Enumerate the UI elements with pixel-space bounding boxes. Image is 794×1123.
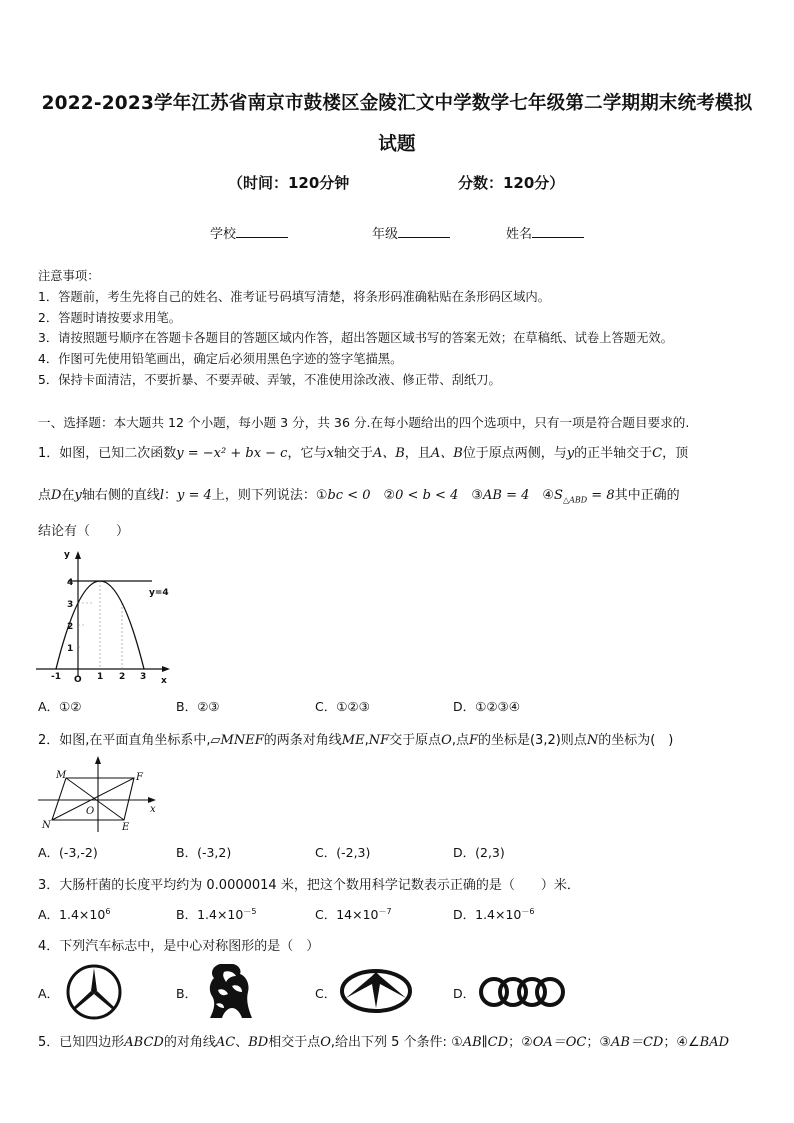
x-axis-label: x xyxy=(161,676,167,685)
name-label: 姓名 xyxy=(506,227,533,242)
section-heading: 一、选择题：本大题共 12 个小题，每小题 3 分，共 36 分.在每小题给出的四个选项中，只有一项是符合题目要求的. xyxy=(38,415,690,430)
grade-label: 年级 xyxy=(372,227,399,242)
note-item: 4．作图可先使用铅笔画出，确定后必须用黑色字迹的签字笔描黑。 xyxy=(38,352,403,366)
question-5: 5．已知四边形ABCD的对角线AC、BD相交于点O,给出下列 5 个条件: ①AB∥CD；②OA＝OC；③AB＝CD；④∠BAD xyxy=(38,1035,730,1050)
x-axis-label: x xyxy=(150,804,156,815)
question-1-line-2: 点D在y轴右侧的直线l：y = 4上，则下列说法：①bc < 0 ②0 < b < 4 ③AB = 4 $④S_{\triangle ABD} = 8$其中正确的 xyxy=(38,488,680,505)
x-tick: -1 xyxy=(51,672,61,682)
notes-heading: 注意事项： xyxy=(38,269,100,283)
x-tick: O xyxy=(74,675,82,685)
peugeot-logo-icon[interactable] xyxy=(202,960,258,1022)
y-tick: 3 xyxy=(67,600,74,610)
note-item: 3．请按照题号顺序在答题卡各题目的答题区域内作答，超出答题区域书写的答案无效；在草稿纸、试卷上答题无效。 xyxy=(38,331,673,345)
y-tick: 4 xyxy=(67,578,74,588)
q1-option-c[interactable]: C．①②③ xyxy=(315,699,370,714)
x-tick: 2 xyxy=(119,672,126,682)
parabola-graph xyxy=(34,545,174,685)
q2-option-c[interactable]: C．(-2,3) xyxy=(315,845,371,860)
origin-label: O xyxy=(86,806,95,817)
question-2: 2．如图,在平面直角坐标系中,▱MNEF的两条对角线ME,NF交于原点O,点F的坐标是(3,2)则点N的坐标为( ) xyxy=(38,733,674,748)
x-tick: 3 xyxy=(140,672,147,682)
point-n-label: N xyxy=(42,820,51,831)
point-f-label: F xyxy=(136,772,143,783)
point-m-label: M xyxy=(56,770,67,781)
y-tick: 1 xyxy=(67,644,74,654)
q4-option-a[interactable]: A． xyxy=(38,986,60,1001)
q4-option-b[interactable]: B． xyxy=(176,986,198,1001)
q1-option-d[interactable]: D．①②③④ xyxy=(453,699,520,714)
q3-option-d[interactable]: D．$1.4\times 10^{-6}$ xyxy=(453,906,535,922)
mercedes-logo-icon[interactable] xyxy=(64,963,124,1021)
note-item: 1．答题前，考生先将自己的姓名、准考证号码填写清楚，将条形码准确粘贴在条形码区域内。 xyxy=(38,290,550,304)
x-tick: 1 xyxy=(97,672,104,682)
q4-option-c[interactable]: C． xyxy=(315,986,337,1001)
note-item: 2．答题时请按要求用笔。 xyxy=(38,311,182,325)
q1-option-a[interactable]: A．①② xyxy=(38,699,82,714)
question-4: 4．下列汽车标志中，是中心对称图形的是（ ） xyxy=(38,939,320,954)
q2-option-d[interactable]: D．(2,3) xyxy=(453,845,505,860)
document-title-line2: 试题 xyxy=(378,134,416,155)
parallelogram-figure xyxy=(36,754,162,834)
note-item: 5．保持卡面清洁，不要折暴、不要弄破、弄皱，不准使用涂改液、修正带、刮纸刀。 xyxy=(38,373,501,387)
q2-option-a[interactable]: A．(-3,-2) xyxy=(38,845,98,860)
grade-field[interactable] xyxy=(372,223,450,242)
q2-option-b[interactable]: B．(-3,2) xyxy=(176,845,232,860)
exam-score: 分数：120分） xyxy=(458,174,565,192)
exam-time: （时间：120分钟 xyxy=(228,174,350,192)
q1-option-b[interactable]: B．②③ xyxy=(176,699,220,714)
q4-option-d[interactable]: D． xyxy=(453,986,476,1001)
y-tick: 2 xyxy=(67,622,74,632)
school-field[interactable] xyxy=(210,223,288,242)
audi-logo-icon[interactable] xyxy=(478,972,566,1012)
q3-option-b[interactable]: B．$1.4\times 10^{-5}$ xyxy=(176,906,257,922)
q3-option-a[interactable]: A．$1.4\times 10^6$ xyxy=(38,906,111,922)
line-label: y=4 xyxy=(149,588,169,598)
name-field[interactable] xyxy=(506,223,584,242)
question-3: 3．大肠杆菌的长度平均约为 0.0000014 米，把这个数用科学记数表示正确的是（ ）米． xyxy=(38,878,580,893)
q3-option-c[interactable]: C．$14\times 10^{-7}$ xyxy=(315,906,392,922)
school-label: 学校 xyxy=(210,227,237,242)
point-e-label: E xyxy=(122,822,130,833)
document-title: 2022-2023学年江苏省南京市鼓楼区金陵汇文中学数学七年级第二学期期末统考模拟 xyxy=(41,93,753,114)
question-1-line-3: 结论有（ ） xyxy=(38,524,130,539)
question-1-line-1: 1．如图，已知二次函数y = −x² + bx − c，它与x轴交于A、B，且A、B位于原点两侧，与y的正半轴交于C，顶 xyxy=(38,446,689,461)
y-axis-label: y xyxy=(64,550,70,560)
infiniti-logo-icon[interactable] xyxy=(340,968,412,1014)
